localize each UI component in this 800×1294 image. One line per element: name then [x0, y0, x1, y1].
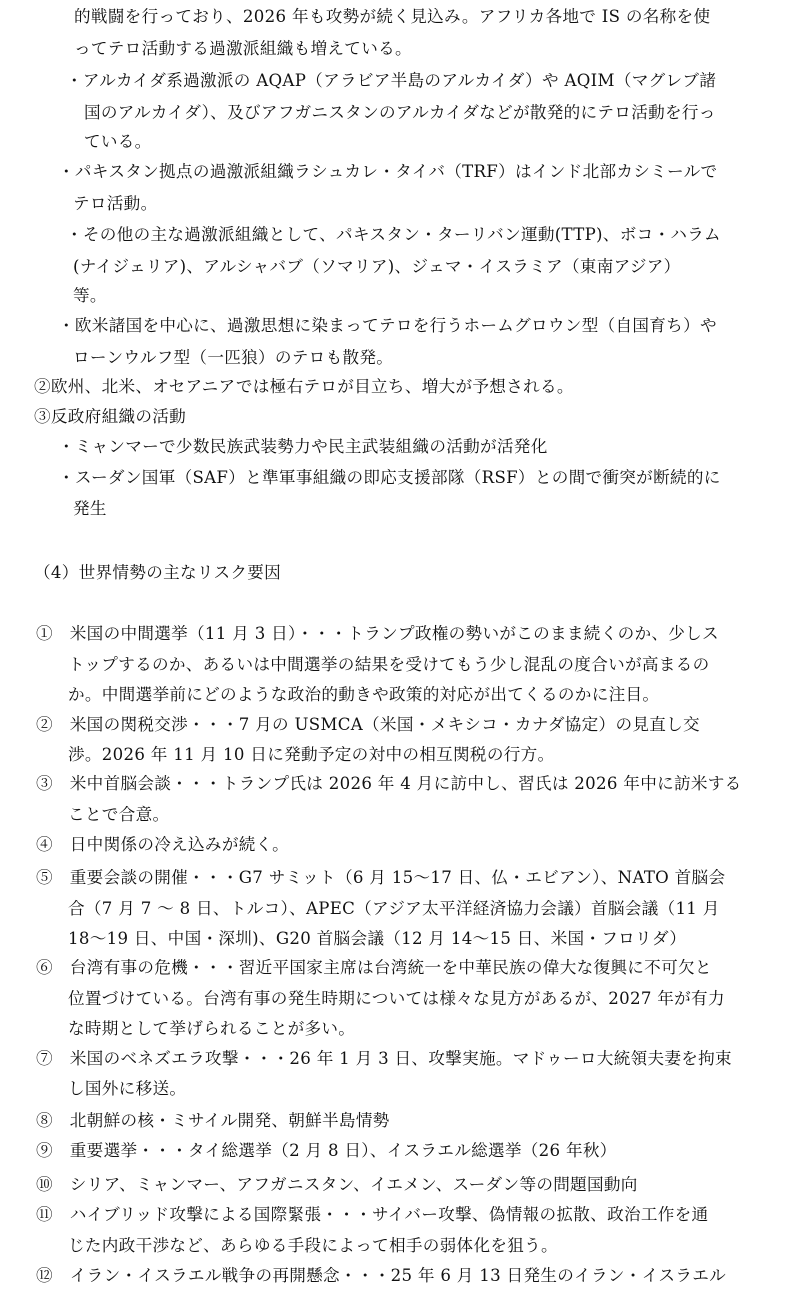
text-line: な時期として挙げられることが多い。: [68, 1019, 356, 1038]
text-line: ① 米国の中間選挙（11 月 3 日）・・・トランプ政権の勢いがこのまま続くのか、少しス: [36, 624, 719, 643]
text-line: ⑧ 北朝鮮の核・ミサイル開発、朝鮮半島情勢: [36, 1111, 390, 1130]
text-line: 等。: [73, 286, 107, 305]
text-line: ⑫ イラン・イスラエル戦争の再開懸念・・・25 年 6 月 13 日発生のイラン・イスラエル: [36, 1266, 727, 1285]
text-line: ・欧米諸国を中心に、過激思想に染まってテロを行うホームグロウン型（自国育ち）や: [58, 316, 717, 335]
text-line: ④ 日中関係の冷え込みが続く。: [36, 835, 290, 854]
text-line: ローンウルフ型（一匹狼）のテロも散発。: [73, 348, 394, 367]
text-line: (ナイジェリア)、アルシャバブ（ソマリア)、ジェマ・イスラミア（東南アジア）: [73, 257, 681, 276]
text-line: 国のアルカイダ）、及びアフガニスタンのアルカイダなどが散発的にテロ活動を行っ: [84, 103, 716, 122]
text-line: ってテロ活動する過激派組織も増えている。: [74, 39, 412, 58]
text-line: ⑩ シリア、ミャンマー、アフガニスタン、イエメン、スーダン等の問題国動向: [36, 1175, 638, 1194]
text-line: ・その他の主な過激派組織として、パキスタン・ターリバン運動(TTP)、ボコ・ハラム: [66, 225, 721, 244]
text-line: ③反政府組織の活動: [34, 407, 187, 426]
text-line: ・アルカイダ系過激派の AQAP（アラビア半島のアルカイダ）や AQIM（マグレブ諸: [66, 71, 717, 90]
text-line: ②欧州、北米、オセアニアでは極右テロが目立ち、増大が予想される。: [34, 377, 574, 396]
text-line: 合（7 月 7 ～ 8 日、トルコ）、APEC（アジア太平洋経済協力会議）首脳会議（11 月: [68, 899, 720, 918]
text-line: ⑦ 米国のベネズエラ攻撃・・・26 年 1 月 3 日、攻撃実施。マドゥーロ大統領夫妻を拘束: [36, 1049, 732, 1068]
text-line: 発生: [73, 499, 107, 518]
text-line: ている。: [84, 132, 152, 151]
text-line: ・スーダン国軍（SAF）と準軍事組織の即応支援部隊（RSF）との間で衝突が断続的に: [58, 468, 721, 487]
text-line: トップするのか、あるいは中間選挙の結果を受けてもう少し混乱の度合いが高まるの: [68, 655, 710, 674]
text-line: じた内政干渉など、あらゆる手段によって相手の弱体化を狙う。: [68, 1236, 558, 1255]
text-line: 位置づけている。台湾有事の発生時期については様々な見方があるが、2027 年が有力: [68, 989, 725, 1008]
text-line: ⑨ 重要選挙・・・タイ総選挙（2 月 8 日）、イスラエル総選挙（26 年秋）: [36, 1141, 617, 1160]
text-line: し国外に移送。: [68, 1079, 187, 1098]
text-line: ③ 米中首脳会談・・・トランプ氏は 2026 年 4 月に訪中し、習氏は 2026 年中に訪米する: [36, 774, 742, 793]
text-line: か。中間選挙前にどのような政治的動きや政策的対応が出てくるのかに注目。: [68, 685, 660, 704]
text-line: ・ミャンマーで少数民族武装勢力や民主武装組織の活動が活発化: [58, 437, 548, 456]
text-line: ・パキスタン拠点の過激派組織ラシュカレ・タイバ（TRF）はインド北部カシミールで: [58, 162, 718, 181]
text-line: ことで合意。: [68, 805, 170, 824]
text-line: ② 米国の関税交渉・・・7 月の USMCA（米国・メキシコ・カナダ協定）の見直し交: [36, 715, 700, 734]
text-line: ⑪ ハイブリッド攻撃による国際緊張・・・サイバー攻撃、偽情報の拡散、政治工作を通: [36, 1205, 709, 1224]
text-line: テロ活動。: [73, 194, 158, 213]
text-line: ⑤ 重要会談の開催・・・G7 サミット（6 月 15～17 日、仏・エビアン）、NATO 首脳会: [36, 868, 726, 887]
section-heading: （4）世界情勢の主なリスク要因: [34, 563, 282, 582]
text-line: 渉。2026 年 11 月 10 日に発動予定の対中の相互関税の行方。: [68, 745, 555, 764]
text-line: 18～19 日、中国・深圳)、G20 首脳会議（12 月 14～15 日、米国・フロリダ）: [68, 929, 687, 948]
text-line: ⑥ 台湾有事の危機・・・習近平国家主席は台湾統一を中華民族の偉大な復興に不可欠と: [36, 958, 712, 977]
text-line: 的戦闘を行っており、2026 年も攻勢が続く見込み。アフリカ各地で IS の名称を使: [74, 7, 711, 26]
